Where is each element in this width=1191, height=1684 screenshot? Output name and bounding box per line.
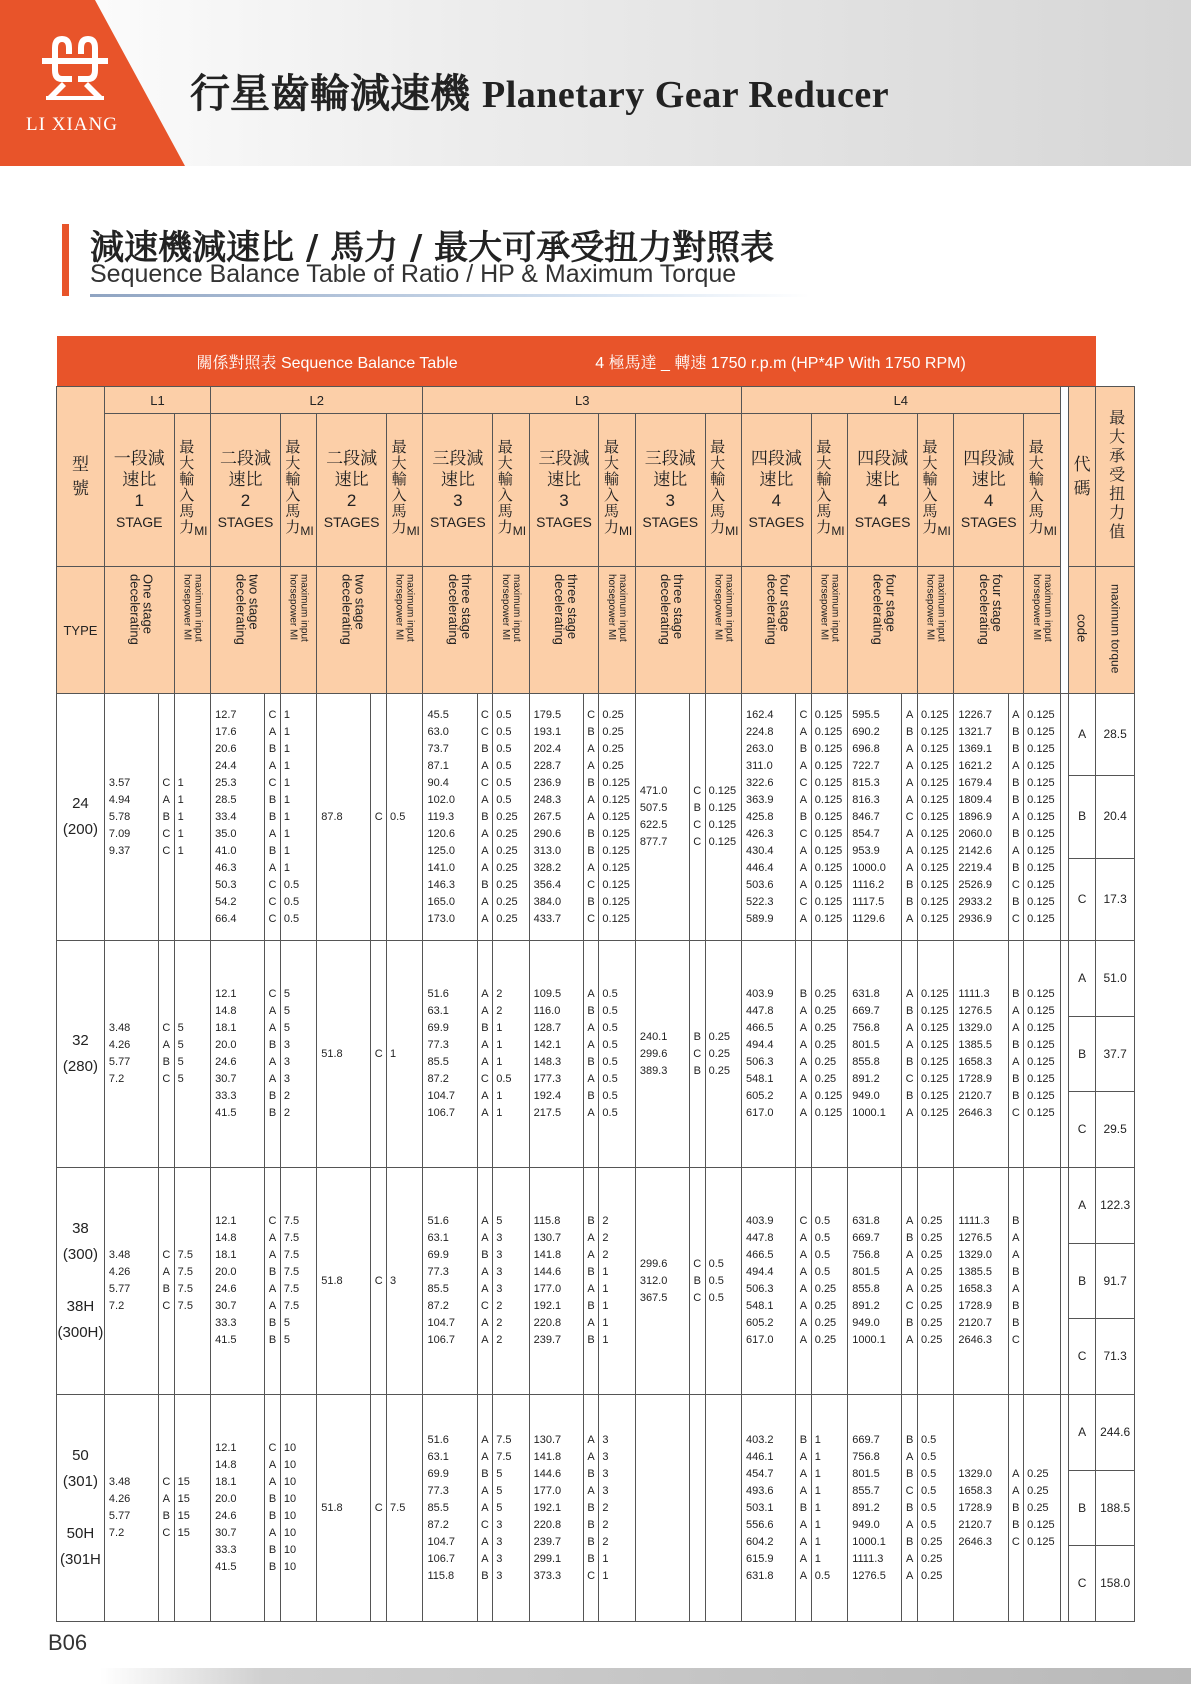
table-title-left: 關係對照表 Sequence Balance Table xyxy=(196,354,458,372)
spacer-cell xyxy=(1060,941,1068,1168)
ratio-values-cell: 631.8 669.7 756.8 801.5 855.8 891.2 949.0 1000.1 xyxy=(848,1168,902,1395)
code-cell xyxy=(1068,1168,1095,1395)
model-type-cell: 32 (280) xyxy=(57,941,105,1168)
hp-values-cell xyxy=(705,1395,741,1622)
table-title-right: 4 極馬達 _ 轉速 1750 r.p.m (HP*4P With 1750 RPM) xyxy=(595,354,966,372)
hp-en-2: maximum input horsepower MI xyxy=(280,567,316,694)
hp-values-cell: 0.125 0.125 0.125 0.125 0.125 0.125 0.125 0.125 0.125 0.125 0.125 0.125 0.125 xyxy=(1024,694,1060,941)
code-cell xyxy=(1068,1395,1095,1622)
ratio-values-cell: 51.8 xyxy=(317,1168,371,1395)
code-letter-cell: B A A B A B B C xyxy=(1008,1168,1024,1395)
code-letter-cell: B A B C B A B A A xyxy=(902,1395,918,1622)
hp-header-3: 最大輸入馬力MI xyxy=(387,414,423,567)
section-underline xyxy=(90,294,810,297)
torque-value: 37.7 xyxy=(1096,1017,1134,1093)
hp-values-cell: 0.25 0.25 0.25 xyxy=(705,941,741,1168)
code-letter-cell: B C B xyxy=(689,941,705,1168)
code-letter-cell: C A B C xyxy=(159,1395,175,1622)
hp-values-cell: 0.125 0.125 0.125 0.125 xyxy=(705,694,741,941)
ratio-values-cell: 51.8 xyxy=(317,941,371,1168)
torque-value: 71.3 xyxy=(1103,1349,1127,1364)
torque-value: 51.0 xyxy=(1096,941,1134,1017)
type-zh-header: 型 號 xyxy=(57,387,105,567)
hp-values-cell: 0.5 xyxy=(387,694,423,941)
torque-value: 20.4 xyxy=(1096,776,1134,858)
ratio-values-cell: 109.5 116.0 128.7 142.1 148.3 177.3 192.4 217.5 xyxy=(529,941,583,1168)
code-letter: B xyxy=(1069,1471,1095,1547)
ratio-values-cell: 51.6 63.1 69.9 77.3 85.5 87.2 104.7 106.7 xyxy=(423,1168,477,1395)
code-letter-cell: B A A A B A A A A xyxy=(796,1395,812,1622)
torque-cell xyxy=(1096,1395,1135,1622)
ratio-values-cell: 179.5 193.1 202.4 228.7 236.9 248.3 267.5 290.6 313.0 328.2 356.4 384.0 433.7 xyxy=(529,694,583,941)
logo-text: LI XIANG xyxy=(26,114,118,135)
spacer-cell xyxy=(1060,694,1068,941)
hp-values-cell: 3 3 3 3 2 2 2 1 1 xyxy=(599,1395,635,1622)
hp-en-8: maximum input horsepower MI xyxy=(917,567,953,694)
ratio-en-2: two stage decelerating xyxy=(211,567,281,694)
ratio-en-5: three stage decelerating xyxy=(529,567,599,694)
hp-header-2: 最大輸入馬力MI xyxy=(280,414,316,567)
ratio-values-cell: 1226.7 1321.7 1369.1 1621.2 1679.4 1809.4 1896.9 2060.0 2142.6 2219.4 2526.9 2933.2 2936.9 xyxy=(954,694,1008,941)
ratio-en-1: One stage decelerating xyxy=(104,567,174,694)
zh-header-row xyxy=(57,414,1135,567)
hp-values-cell: 10 10 10 10 10 10 10 10 xyxy=(280,1395,316,1622)
hp-values-cell: 0.25 0.25 0.25 0.25 0.25 0.25 0.25 0.25 xyxy=(917,1168,953,1395)
ratio-values-cell: 669.7 756.8 801.5 855.7 891.2 949.0 1000.1 1111.3 1276.5 xyxy=(848,1395,902,1622)
code-letter-cell: A A B A A C A A B xyxy=(477,1395,493,1622)
code-letter: A xyxy=(1069,1168,1095,1244)
spacer-cell xyxy=(1060,1168,1068,1395)
hp-values-cell: 0.5 0.5 0.5 0.5 0.5 0.5 0.5 0.5 xyxy=(599,941,635,1168)
code-letter-cell: C A B C C xyxy=(159,694,175,941)
ratio-values-cell: 51.6 63.1 69.9 77.3 85.5 87.2 104.7 106.7 115.8 xyxy=(423,1395,477,1622)
model-type-cell: 24 (200) xyxy=(57,694,105,941)
ratio-header-5: 三段減速比 3 STAGES xyxy=(529,414,599,567)
torque-value: 122.3 xyxy=(1096,1168,1134,1244)
torque-en-header: maximum torque xyxy=(1096,567,1135,694)
ratio-values-cell: 51.8 xyxy=(317,1395,371,1622)
spacer-cell xyxy=(1060,1395,1068,1622)
hp-values-cell: 5 3 3 3 3 2 2 2 xyxy=(493,1168,529,1395)
code-letter: B xyxy=(1069,1017,1095,1093)
hp-values-cell: 0.25 0.25 0.25 0.25 0.25 0.25 0.125 0.125 xyxy=(811,941,847,1168)
ratio-en-8: four stage decelerating xyxy=(848,567,918,694)
code-letter-cell: A A B A A C A A xyxy=(477,1168,493,1395)
code-letter-cell: A A B B C xyxy=(1008,1395,1024,1622)
hp-values-cell: 7.5 7.5 5 5 5 3 3 3 3 xyxy=(493,1395,529,1622)
section-title-en: Sequence Balance Table of Ratio / HP & Maximum Torque xyxy=(90,260,737,288)
spacer-column xyxy=(1060,387,1068,694)
code-letter-cell: C A B A C B B A B A C C C xyxy=(265,694,281,941)
code-letter: A xyxy=(1069,941,1095,1017)
hp-values-cell: 0.125 0.125 0.125 0.125 0.125 0.125 0.125 0.125 xyxy=(1024,941,1060,1168)
hp-values-cell: 0.5 0.5 0.5 0.5 0.25 0.25 0.25 0.25 xyxy=(811,1168,847,1395)
code-letter: B xyxy=(1069,1244,1095,1320)
code-letter-cell: C B A A B A A B B A C B C xyxy=(583,694,599,941)
ratio-header-9: 四段減速比 4 STAGES xyxy=(954,414,1024,567)
ratio-header-4: 三段減速比 3 STAGES xyxy=(423,414,493,567)
code-letter-cell: C A B C xyxy=(159,1168,175,1395)
code-letter-cell: C A A B B A B B xyxy=(265,1395,281,1622)
code-letter: A xyxy=(1069,694,1095,776)
hp-values-cell: 7.5 7.5 7.5 7.5 7.5 7.5 5 5 xyxy=(280,1168,316,1395)
ratio-values-cell: 1329.0 1658.3 1728.9 2120.7 2646.3 xyxy=(954,1395,1008,1622)
ratio-header-2: 二段減速比 2 STAGES xyxy=(211,414,281,567)
hp-values-cell: 0.5 0.5 0.5 xyxy=(705,1168,741,1395)
hp-header-9: 最大輸入馬力MI xyxy=(1024,414,1060,567)
group-header-row xyxy=(57,387,1135,414)
ratio-values-cell: 1111.3 1276.5 1329.0 1385.5 1658.3 1728.9 2120.7 2646.3 xyxy=(954,1168,1008,1395)
code-letter-cell: B A A B A B B C xyxy=(1008,941,1024,1168)
code-letter: A xyxy=(1069,1395,1095,1471)
header-title-en: Planetary Gear Reducer xyxy=(482,74,890,116)
ratio-values-cell: 45.5 63.0 73.7 87.1 90.4 102.0 119.3 120.6 125.0 141.0 146.3 165.0 173.0 xyxy=(423,694,477,941)
ratio-en-4: three stage decelerating xyxy=(423,567,493,694)
hp-values-cell: 7.5 7.5 7.5 7.5 xyxy=(174,1168,210,1395)
hp-header-7: 最大輸入馬力MI xyxy=(811,414,847,567)
hp-values-cell: 1 1 1 1 1 xyxy=(174,694,210,941)
ratio-values-cell: 403.9 447.8 466.5 494.4 506.3 548.1 605.2 617.0 xyxy=(742,941,796,1168)
ratio-values-cell: 299.6 312.0 367.5 xyxy=(635,1168,689,1395)
group-l4: L4 xyxy=(742,387,1061,414)
ratio-header-7: 四段減速比 4 STAGES xyxy=(742,414,812,567)
hp-values-cell: 0.25 0.25 0.25 0.125 0.125 xyxy=(1024,1395,1060,1622)
code-letter: C xyxy=(1077,1576,1087,1591)
ratio-values-cell: 12.1 14.8 18.1 20.0 24.6 30.7 33.3 41.5 xyxy=(211,1395,265,1622)
hp-header-6: 最大輸入馬力MI xyxy=(705,414,741,567)
torque-cell xyxy=(1096,694,1135,941)
torque-zh-header: 最大承受扭力值 xyxy=(1096,387,1135,567)
group-l3: L3 xyxy=(423,387,742,414)
hp-values-cell: 0.125 0.125 0.125 0.125 0.125 0.125 0.125 0.125 0.125 0.125 0.125 0.125 0.125 xyxy=(917,694,953,941)
ratio-values-cell: 631.8 669.7 756.8 801.5 855.8 891.2 949.0 1000.1 xyxy=(848,941,902,1168)
code-letter-cell: B A A A A A A A xyxy=(796,941,812,1168)
hp-en-1: maximum input horsepower MI xyxy=(174,567,210,694)
model-type-cell: 38 (300) 38H (300H) xyxy=(57,1168,105,1395)
table-row xyxy=(57,694,1135,941)
ratio-values-cell: 12.1 14.8 18.1 20.0 24.6 30.7 33.3 41.5 xyxy=(211,1168,265,1395)
ratio-header-8: 四段減速比 4 STAGES xyxy=(848,414,918,567)
ratio-values-cell: 3.48 4.26 5.77 7.2 xyxy=(104,1168,158,1395)
hp-en-7: maximum input horsepower MI xyxy=(811,567,847,694)
ratio-values-cell: 3.48 4.26 5.77 7.2 xyxy=(104,941,158,1168)
hp-en-9: maximum input horsepower MI xyxy=(1024,567,1060,694)
ratio-values-cell: 471.0 507.5 622.5 877.7 xyxy=(635,694,689,941)
ratio-values-cell: 1111.3 1276.5 1329.0 1385.5 1658.3 1728.9 2120.7 2646.3 xyxy=(954,941,1008,1168)
code-cell xyxy=(1068,941,1095,1168)
group-l2: L2 xyxy=(211,387,423,414)
section-title-zh: 減速機減速比 / 馬力 / 最大可承受扭力對照表 xyxy=(90,228,775,268)
hp-values-cell: 1 1 1 1 1 1 1 1 0.5 xyxy=(811,1395,847,1622)
hp-en-6: maximum input horsepower MI xyxy=(705,567,741,694)
table-title-row xyxy=(57,336,1135,387)
sequence-balance-table xyxy=(56,336,1135,1622)
hp-header-8: 最大輸入馬力MI xyxy=(917,414,953,567)
en-header-row xyxy=(57,567,1135,694)
code-letter-cell: C xyxy=(371,1395,387,1622)
footer-bar xyxy=(100,1668,1191,1684)
hp-header-4: 最大輸入馬力MI xyxy=(493,414,529,567)
torque-cell xyxy=(1096,1168,1135,1395)
page-number: B06 xyxy=(48,1630,88,1655)
code-letter: C xyxy=(1077,1122,1087,1137)
code-letter-cell: A A B A B B B B C xyxy=(583,1395,599,1622)
hp-values-cell: 2 2 1 1 1 0.5 1 1 xyxy=(493,941,529,1168)
code-letter-cell: A B B A B B A B A B C B C xyxy=(1008,694,1024,941)
ratio-values-cell: 3.57 4.94 5.78 7.09 9.37 xyxy=(104,694,158,941)
ratio-values-cell: 115.8 130.7 141.8 144.6 177.0 192.1 220.8 239.7 xyxy=(529,1168,583,1395)
hp-values-cell xyxy=(1024,1168,1060,1395)
code-letter-cell: A A B A A C A A xyxy=(477,941,493,1168)
code-letter-cell: C A B A C A B C A A A C A xyxy=(796,694,812,941)
group-l1: L1 xyxy=(104,387,210,414)
code-letter-cell: C B C xyxy=(689,1168,705,1395)
ratio-values-cell: 3.48 4.26 5.77 7.2 xyxy=(104,1395,158,1622)
torque-value: 188.5 xyxy=(1096,1471,1134,1547)
hp-values-cell: 1 xyxy=(387,941,423,1168)
hp-values-cell: 5 5 5 3 3 3 2 2 xyxy=(280,941,316,1168)
ratio-values-cell: 403.2 446.1 454.7 493.6 503.1 556.6 604.2 615.9 631.8 xyxy=(742,1395,796,1622)
code-letter-cell: C A A B A A B B xyxy=(265,941,281,1168)
torque-value: 91.7 xyxy=(1096,1244,1134,1320)
ratio-en-3: two stage decelerating xyxy=(317,567,387,694)
ratio-values-cell: 87.8 xyxy=(317,694,371,941)
code-letter: C xyxy=(1077,1349,1087,1364)
ratio-header-1: 一段減速比 1 STAGE xyxy=(104,414,174,567)
ratio-values-cell: 595.5 690.2 696.8 722.7 815.3 816.3 846.7 854.7 953.9 1000.0 1116.2 1117.5 1129.6 xyxy=(848,694,902,941)
hp-en-4: maximum input horsepower MI xyxy=(493,567,529,694)
torque-cell xyxy=(1096,941,1135,1168)
torque-value: 244.6 xyxy=(1096,1395,1134,1471)
hp-values-cell: 15 15 15 15 xyxy=(174,1395,210,1622)
ratio-values-cell: 12.7 17.6 20.6 24.4 25.3 28.5 33.4 35.0 41.0 46.3 50.3 54.2 66.4 xyxy=(211,694,265,941)
hp-en-5: maximum input horsepower MI xyxy=(599,567,635,694)
ratio-values-cell: 162.4 224.8 263.0 311.0 322.6 363.9 425.8 426.3 430.4 446.4 503.6 522.3 589.9 xyxy=(742,694,796,941)
ratio-values-cell: 130.7 141.8 144.6 177.0 192.1 220.8 239.7 299.1 373.3 xyxy=(529,1395,583,1622)
ratio-values-cell xyxy=(635,1395,689,1622)
hp-values-cell: 7.5 xyxy=(387,1395,423,1622)
hp-values-cell: 3 xyxy=(387,1168,423,1395)
hp-values-cell: 2 2 2 1 1 1 1 1 xyxy=(599,1168,635,1395)
ratio-en-7: four stage decelerating xyxy=(742,567,812,694)
hp-header-1: 最大輸入馬力MI xyxy=(174,414,210,567)
ratio-values-cell: 240.1 299.6 389.3 xyxy=(635,941,689,1168)
hp-values-cell: 0.125 0.125 0.125 0.125 0.125 0.125 0.125 0.125 0.125 0.125 0.125 0.125 0.125 xyxy=(811,694,847,941)
code-letter-cell: C xyxy=(371,941,387,1168)
code-letter: C xyxy=(1077,891,1087,906)
code-cell xyxy=(1068,694,1095,941)
code-letter-cell: C xyxy=(371,1168,387,1395)
code-letter-cell: C B C C xyxy=(689,694,705,941)
hp-values-cell: 0.125 0.125 0.125 0.125 0.125 0.125 0.125 0.125 xyxy=(917,941,953,1168)
ratio-values-cell: 12.1 14.8 18.1 20.0 24.6 30.7 33.3 41.5 xyxy=(211,941,265,1168)
section-accent-bar xyxy=(62,224,69,296)
code-letter-cell: C A A A A A A A xyxy=(796,1168,812,1395)
code-en-header: code xyxy=(1068,567,1095,694)
code-letter-cell: A B A A A A C A A A B B A xyxy=(902,694,918,941)
hp-values-cell: 0.25 0.25 0.25 0.25 0.125 0.125 0.125 0.125 0.125 0.125 0.125 0.125 0.125 xyxy=(599,694,635,941)
code-letter-cell: A B A A B C B A xyxy=(902,941,918,1168)
hp-values-cell: 0.5 0.5 0.5 0.5 0.5 0.5 0.25 0.25 0.25 0.25 0.25 0.25 0.25 xyxy=(493,694,529,941)
code-letter-cell: A B A A A C B A xyxy=(902,1168,918,1395)
code-letter-cell: C A B C xyxy=(159,941,175,1168)
torque-value: 28.5 xyxy=(1096,694,1134,776)
code-letter-cell xyxy=(689,1395,705,1622)
code-letter-cell: A B A A B A B A xyxy=(583,941,599,1168)
type-en-header: TYPE xyxy=(57,567,105,694)
page-header-title xyxy=(190,62,889,119)
code-letter-cell: C A A B A A B B xyxy=(265,1168,281,1395)
table-row xyxy=(57,1168,1135,1395)
code-letter-cell: B A A B A B A B xyxy=(583,1168,599,1395)
ratio-header-6: 三段減速比 3 STAGES xyxy=(635,414,705,567)
code-letter-cell: C xyxy=(371,694,387,941)
hp-values-cell: 1 1 1 1 1 1 1 1 1 1 0.5 0.5 0.5 xyxy=(280,694,316,941)
hp-values-cell: 0.5 0.5 0.5 0.5 0.5 0.5 0.25 0.25 0.25 xyxy=(917,1395,953,1622)
torque-value: 17.3 xyxy=(1103,891,1127,906)
code-letter: B xyxy=(1069,776,1095,858)
header-title-zh: 行星齒輪減速機 xyxy=(190,71,470,117)
table-row xyxy=(57,941,1135,1168)
table-row xyxy=(57,1395,1135,1622)
ratio-en-9: four stage decelerating xyxy=(954,567,1024,694)
brand-logo xyxy=(0,0,185,166)
ratio-en-6: three stage decelerating xyxy=(635,567,705,694)
ratio-values-cell: 51.6 63.1 69.9 77.3 85.5 87.2 104.7 106.7 xyxy=(423,941,477,1168)
ratio-values-cell: 403.9 447.8 466.5 494.4 506.3 548.1 605.2 617.0 xyxy=(742,1168,796,1395)
code-letter-cell: C C B A C A B A A A B A A xyxy=(477,694,493,941)
code-zh-header: 代 碼 xyxy=(1068,387,1095,567)
torque-value: 29.5 xyxy=(1103,1122,1127,1137)
ratio-header-3: 二段減速比 2 STAGES xyxy=(317,414,387,567)
hp-en-3: maximum input horsepower MI xyxy=(387,567,423,694)
torque-value: 158.0 xyxy=(1100,1576,1131,1591)
model-type-cell: 50 (301) 50H (301H xyxy=(57,1395,105,1622)
hp-header-5: 最大輸入馬力MI xyxy=(599,414,635,567)
hp-values-cell: 5 5 5 5 xyxy=(174,941,210,1168)
